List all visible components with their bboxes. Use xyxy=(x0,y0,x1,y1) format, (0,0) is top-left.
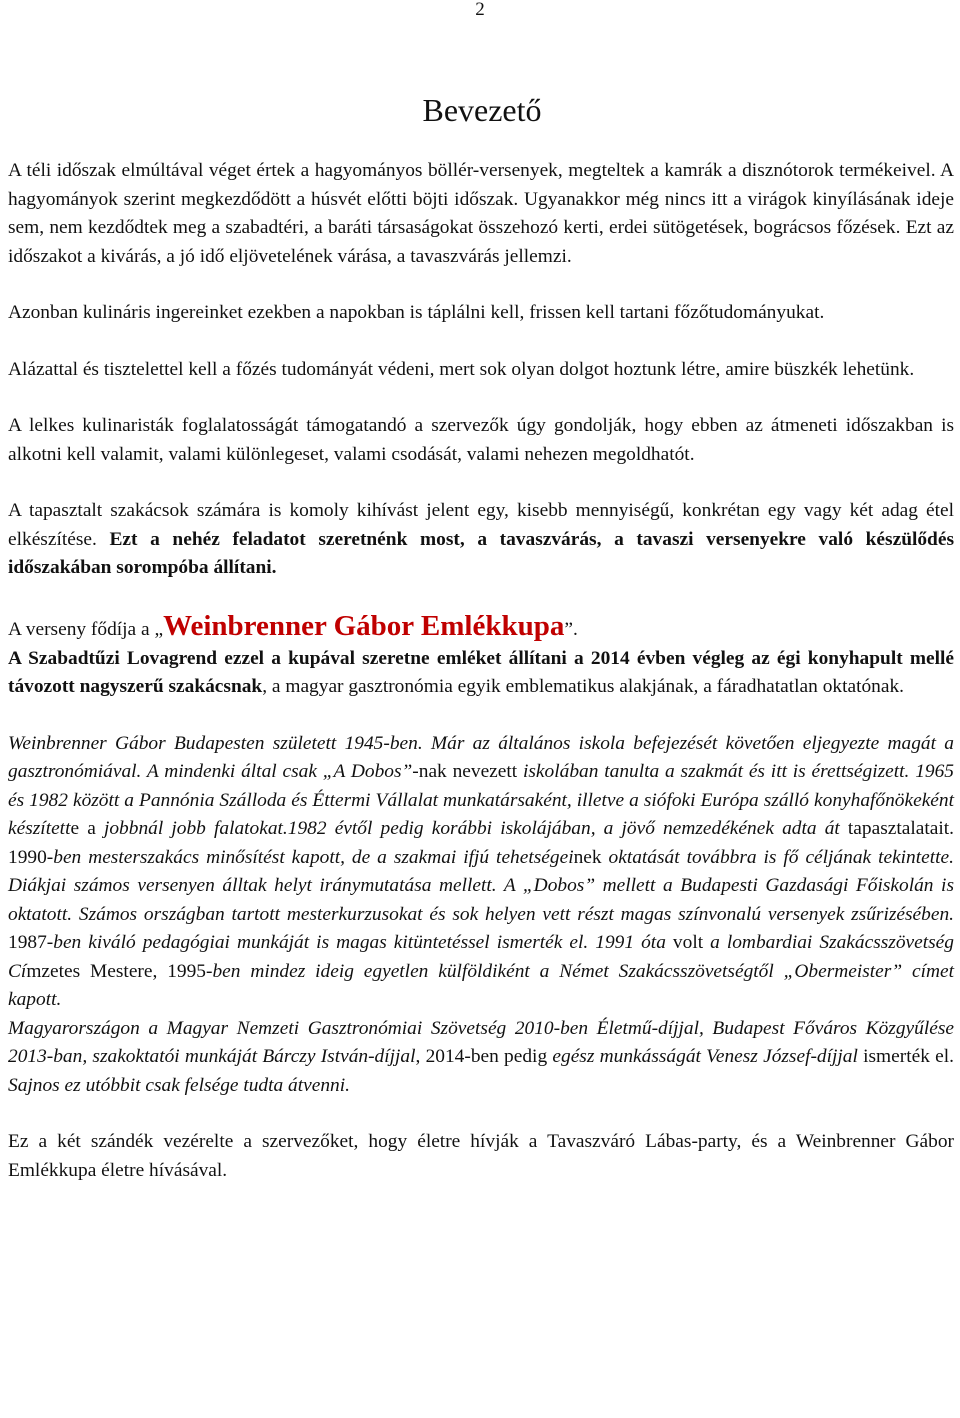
awards-part: ismerték el. xyxy=(857,1046,954,1067)
organizers-paragraph: A lelkes kulinaristák foglalatosságát támogatandó a szervezők úgy gondolják, hogy ebben az átmeneti időszakban is alkotni kell valamit, valami különlegeset, valami csodását, valami nehezen megoldhatót. xyxy=(8,415,954,465)
challenge-highlight: Ezt a nehéz feladatot szeretnénk most, a tavaszvárás, a tavaszi versenyekre való készülődés időszakában sorompóba állítani. xyxy=(8,528,954,578)
cup-name: Weinbrenner Gábor Emlékkupa xyxy=(163,609,565,642)
bio-part: ben mindez ideig egyetlen külföldiként a Német Szakácsszövetségtől „Obermeister” címet kapott. xyxy=(8,960,954,1010)
page-number: 2 xyxy=(475,0,485,20)
bio-part: a lombardiai Szakácsszövetség Cí xyxy=(8,932,954,982)
bio-part: ben kiváló pedagógiai munkáját is magas kitüntetéssel ismerték el. 1991 óta xyxy=(53,932,673,953)
awards-paragraph xyxy=(8,1015,954,1101)
bio-part: Weinbrenner Gábor Budapesten született 1945-ben. Már az általános iskola befejezését követően eljegyezte magát a gasztronómiával. A mindenki által csak „A Dobos”- xyxy=(8,732,954,782)
biography-paragraph xyxy=(8,730,954,1015)
awards-part: , 2014-ben pedig xyxy=(415,1046,553,1067)
awards-part: egész munkásságát Venesz József-díjjal xyxy=(552,1046,858,1067)
document-body xyxy=(8,157,954,1185)
closing-paragraph: Ez a két szándék vezérelte a szervezőket, hogy életre hívják a Tavaszváró Lábas-party, és a Weinbrenner Gábor Emlékkupa életre hívásával. xyxy=(8,1131,954,1181)
challenge-text: A tapasztalt szakácsok számára is komoly kihívást jelent egy, kisebb mennyiségű, konkrétan egy vagy két adag étel elkészítése. xyxy=(8,500,954,550)
bio-part: mzetes Mestere, 1995- xyxy=(26,960,213,982)
intro-paragraph: A téli időszak elmúltával véget értek a hagyományos böllér-versenyek, megteltek a kamrák a disznótorok termékeivel. A hagyományok szerint megkezdődött a húsvét előtti böjti időszak. Ugyanakkor még nincs itt a virágok kinyílásának ideje sem, nem kezdődtek meg a szabadtéri, a baráti társaságokat összehozó kerti, erdei sütögetések, bográcsos főzések. Ezt az időszakot a kivárás, a jó idő eljövetelének várása, a tavaszvárás jellemzi. xyxy=(8,160,954,267)
prize-suffix: ”. xyxy=(564,618,578,640)
bio-part: iskolában tanulta a szakmát és itt is érettségizett. 1965 és 1982 között a Pannónia Szálloda és Éttermi Vállalat munkatársaként, illetve a siófoki Európa szálló konyhafőnökeként készített xyxy=(8,761,954,839)
bio-part: ben mesterszakács minősítést kapott, de a szakmai ifjú tehetségei xyxy=(53,846,574,868)
bio-part: nak nevezett xyxy=(418,761,523,782)
prize-prefix: A verseny fődíja a „ xyxy=(8,618,164,640)
bio-part: volt xyxy=(672,932,711,953)
bio-part: tapasztalatait. 1990- xyxy=(8,818,954,868)
bio-part: jobbnál jobb falatokat.1982 évtől pedig korábbi iskolájában, a jövő nemzedékének adta át xyxy=(103,818,848,839)
bio-part: nek xyxy=(573,846,609,868)
announcement-bold: A Szabadtűzi Lovagrend ezzel a kupával szeretne emléket állítani a 2014 évben végleg az égi konyhapult mellé távozott nagyszerű szakácsnak xyxy=(8,647,954,697)
respect-paragraph: Alázattal és tisztelettel kell a főzés tudományát védeni, mert sok olyan dolgot hoztunk létre, amire büszkék lehetünk. xyxy=(8,358,915,380)
announcement-text: , a magyar gasztronómia egyik emblematikus alakjának, a fáradhatatlan oktatónak. xyxy=(262,676,905,697)
awards-part: Sajnos ez utóbbit csak felsége tudta átvenni. xyxy=(8,1074,350,1096)
bio-part: 1987- xyxy=(8,932,54,953)
bio-part: e a xyxy=(70,818,104,839)
prize-line xyxy=(8,611,954,645)
awards-part: Magyarországon a Magyar Nemzeti Gasztronómiai Szövetség 2010-ben Életmű-díjjal, Budapest Főváros Közgyűlése 2013-ban, szakoktatói munkáját Bárczy István-díjjal xyxy=(8,1017,954,1067)
culinary-paragraph: Azonban kulináris ingereinket ezekben a napokban is táplálni kell, frissen kell tartani főzőtudományukat. xyxy=(8,302,825,323)
bio-part: oktatását továbbra is fő céljának tekintette. Diákjai számos versenyen álltak helyt iránymutatása mellett. A „Dobos” mellett a Budapesti Gazdasági Főiskolán is oktatott. Számos országban tartott mesterkurzusokat és sok helyen vett részt magas színvonalú versenyek zsűrizésében. xyxy=(8,846,954,925)
challenge-paragraph xyxy=(8,497,954,583)
announcement-paragraph xyxy=(8,645,954,702)
page-title: Bevezető xyxy=(422,92,542,128)
